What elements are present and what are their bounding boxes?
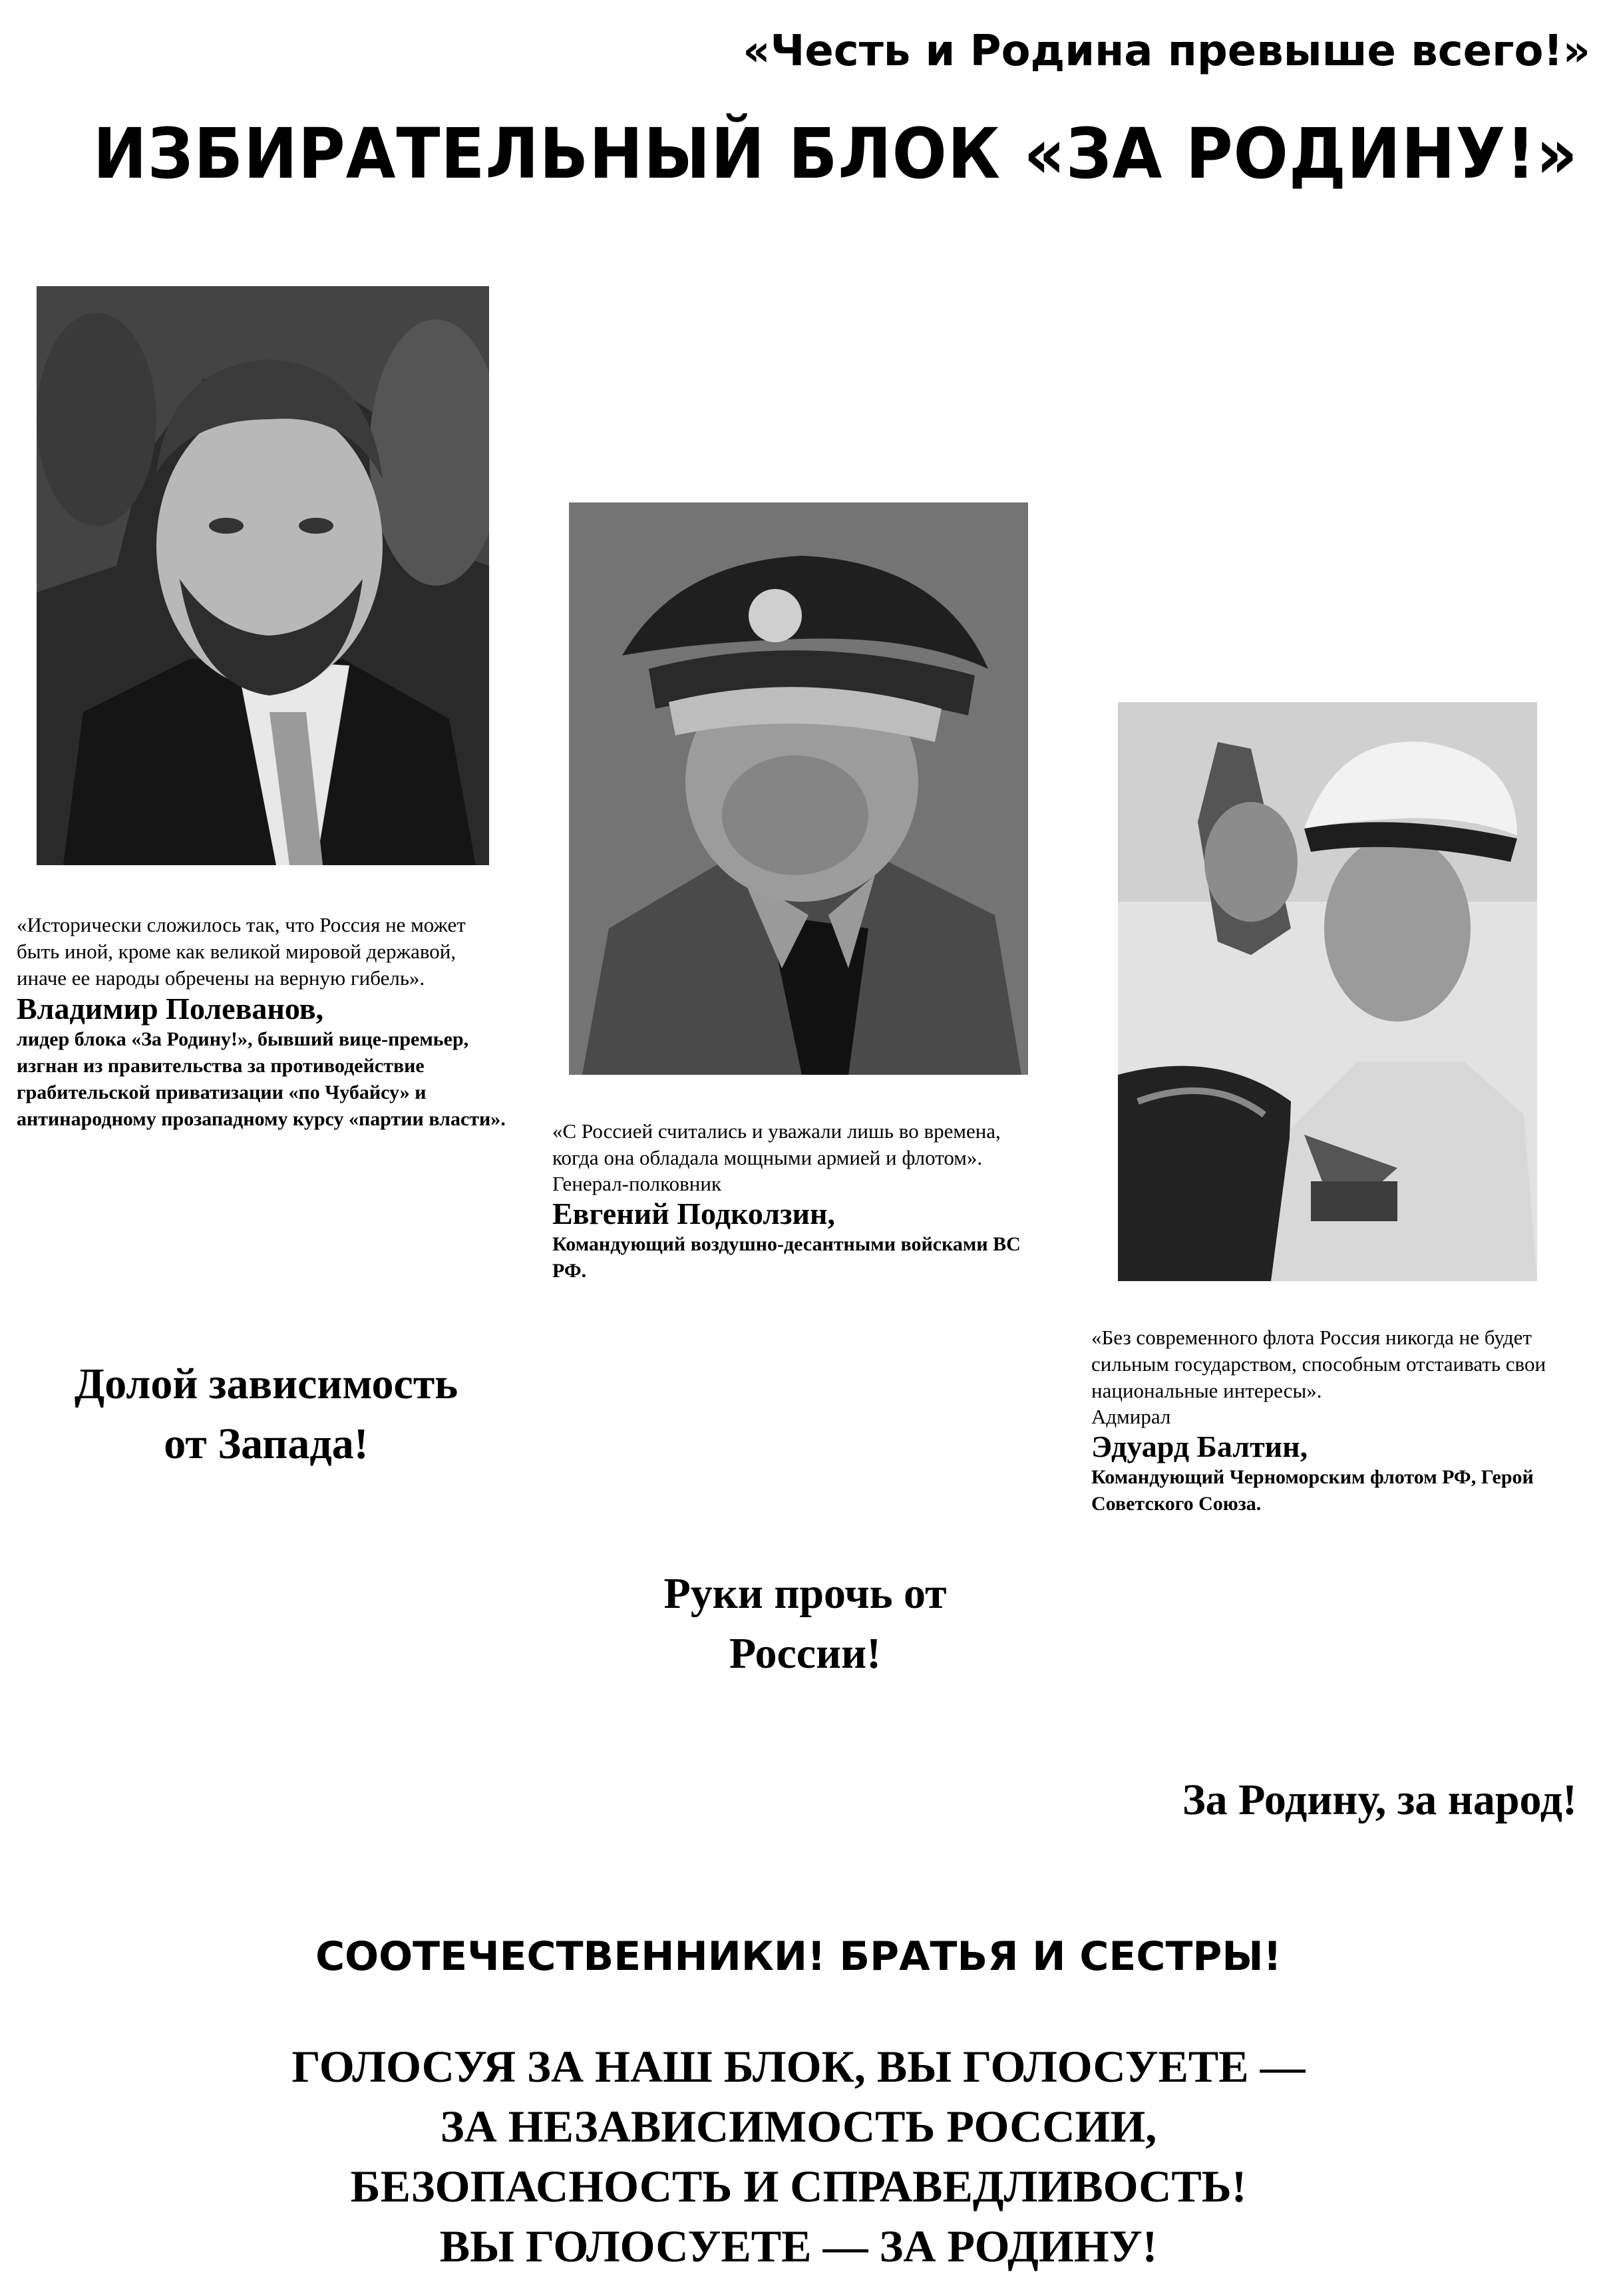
- photo-podkolzin: [569, 502, 1028, 1075]
- slogan-independence: [13, 1354, 519, 1474]
- description-podkolzin: Командующий воздушно-десантными войсками ВС РФ.: [552, 1233, 1021, 1282]
- slogan-independence-line-2: от Запада!: [164, 1420, 369, 1468]
- description-baltin: Командующий Черноморским флотом РФ, Герой Советского Союза.: [1091, 1466, 1534, 1515]
- vote-call: [67, 2036, 1530, 2276]
- caption-podkolzin: [552, 1118, 1031, 1284]
- quote-baltin: «Без современного флота Россия никогда не будет сильным государством, способным отстаивать свои национальные интересы».: [1091, 1326, 1546, 1402]
- slogan-motherland-people: За Родину, за народ!: [1182, 1776, 1577, 1824]
- vote-line-2: ЗА НЕЗАВИСИМОСТЬ РОССИИ,: [440, 2101, 1157, 2152]
- quote-podkolzin: «С Россией считались и уважали лишь во времена, когда она обладала мощными армией и флотом».: [552, 1119, 1001, 1169]
- slogan-hands-off: [546, 1564, 1065, 1684]
- quote-polevanov: «Исторически сложилось так, что Россия не может быть иной, кроме как великой мировой державой, иначе ее народы обречены на верную гибель».: [17, 913, 466, 990]
- motto: «Честь и Родина превыше всего!»: [743, 27, 1590, 76]
- slogan-independence-line-1: Долой зависимость: [74, 1360, 458, 1408]
- photo-polevanov: [37, 286, 489, 865]
- rank-podkolzin: Генерал-полковник: [552, 1172, 722, 1195]
- appeal-heading: СООТЕЧЕСТВЕННИКИ! БРАТЬЯ И СЕСТРЫ!: [315, 1933, 1282, 1980]
- photo-baltin: [1118, 702, 1537, 1281]
- vote-line-4: ВЫ ГОЛОСУЕТЕ — ЗА РОДИНУ!: [439, 2221, 1158, 2271]
- name-podkolzin: Евгений Подколзин,: [552, 1197, 836, 1231]
- caption-polevanov: [17, 912, 509, 1133]
- caption-baltin: [1091, 1324, 1584, 1517]
- name-polevanov: Владимир Полеванов,: [17, 992, 324, 1026]
- rank-baltin: Адмирал: [1091, 1405, 1171, 1428]
- slogan-hands-off-line-2: России!: [729, 1629, 882, 1678]
- name-baltin: Эдуард Балтин,: [1091, 1430, 1308, 1463]
- vote-line-1: ГОЛОСУЯ ЗА НАШ БЛОК, ВЫ ГОЛОСУЕТЕ —: [291, 2041, 1306, 2092]
- page-title: ИЗБИРАТЕЛЬНЫЙ БЛОК «ЗА РОДИНУ!»: [92, 113, 1578, 194]
- vote-line-3: БЕЗОПАСНОСТЬ И СПРАВЕДЛИВОСТЬ!: [350, 2161, 1247, 2211]
- slogan-hands-off-line-1: Руки прочь от: [663, 1569, 947, 1618]
- description-polevanov: лидер блока «За Родину!», бывший вице-премьер, изгнан из правительства за противодействие грабительской приватизации «по Чубайсу» и антинародному прозападному курсу «партии власти».: [17, 1028, 506, 1130]
